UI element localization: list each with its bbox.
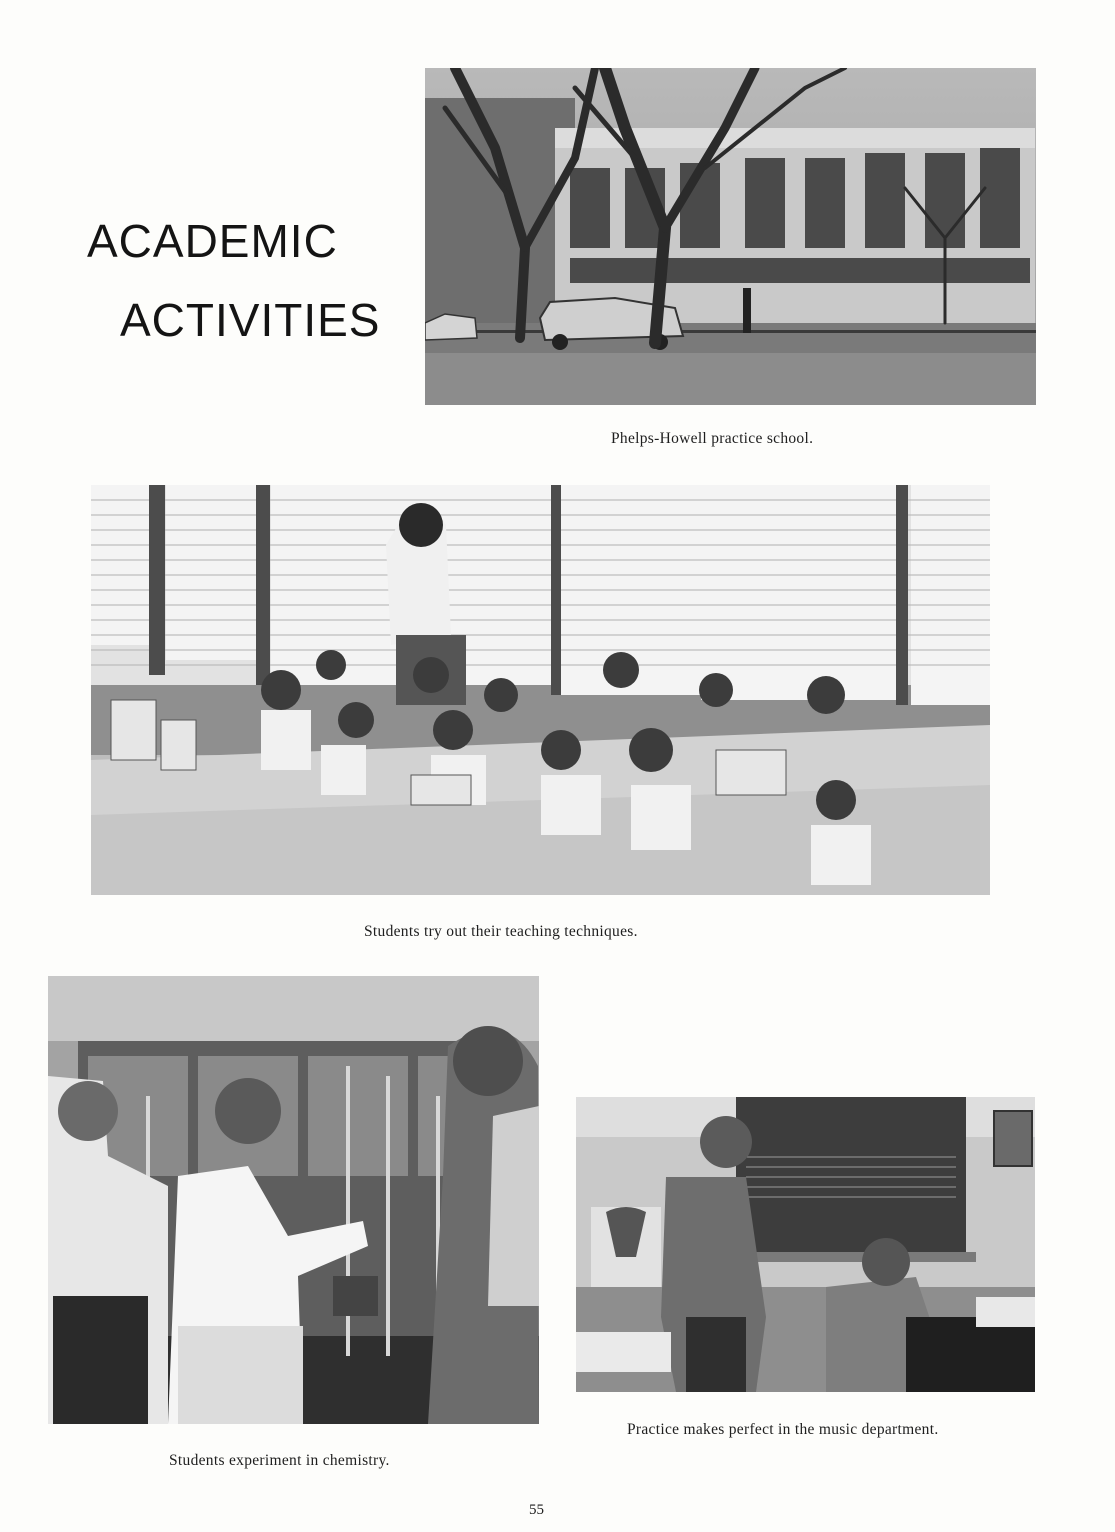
- chemistry-lab-photo: [48, 976, 539, 1424]
- music-caption: Practice makes perfect in the music department.: [627, 1421, 939, 1438]
- classroom-caption: Students try out their teaching techniques.: [364, 923, 638, 940]
- chemistry-caption: Students experiment in chemistry.: [169, 1452, 390, 1469]
- page-number: 55: [529, 1502, 544, 1518]
- page-title-line-1: ACADEMIC: [87, 215, 338, 267]
- school-building-photo: [425, 68, 1036, 405]
- music-department-photo: [576, 1097, 1035, 1392]
- school-building-caption: Phelps-Howell practice school.: [611, 430, 814, 447]
- page-title-line-2: ACTIVITIES: [120, 294, 381, 346]
- classroom-photo: [91, 485, 990, 895]
